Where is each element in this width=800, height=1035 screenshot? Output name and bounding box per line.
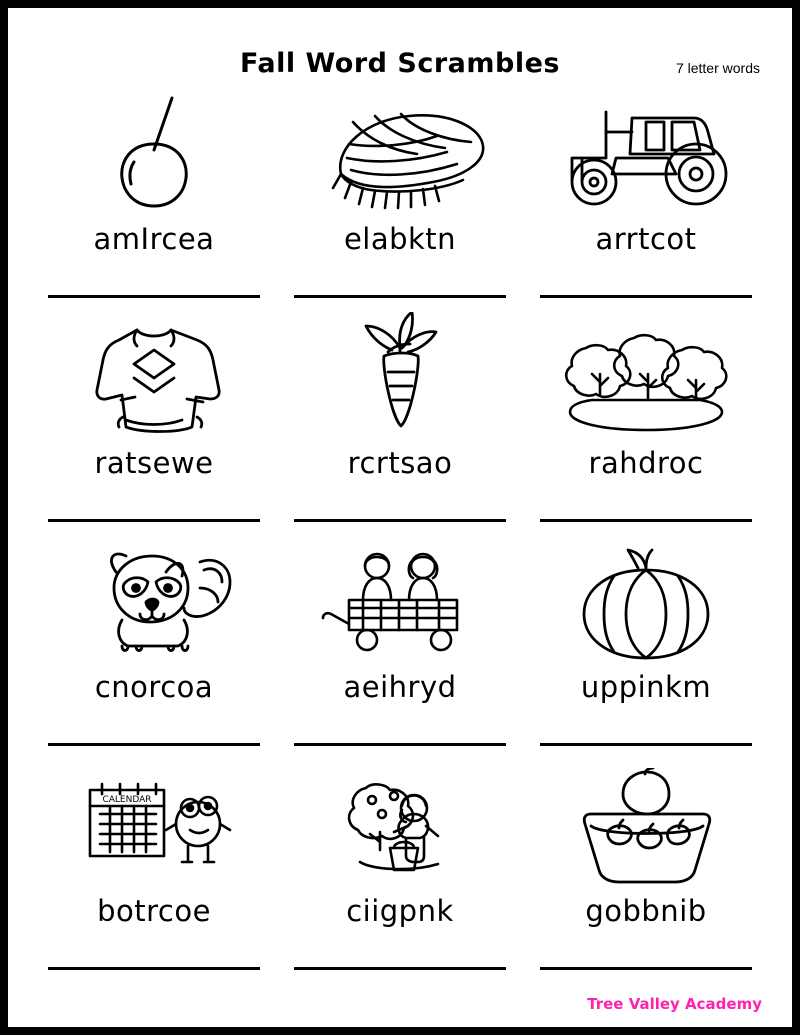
- answer-line[interactable]: [540, 743, 752, 746]
- scramble-word: rcrtsao: [347, 446, 453, 480]
- scramble-word: cnorcoa: [94, 670, 214, 704]
- scramble-word: ciigpnk: [346, 894, 454, 928]
- answer-line[interactable]: [294, 967, 506, 970]
- blanket-icon: [282, 88, 518, 216]
- puzzle-cell: [282, 536, 518, 760]
- worksheet-header: [8, 8, 792, 86]
- answer-line[interactable]: [294, 295, 506, 298]
- scramble-word: gobbnib: [585, 894, 707, 928]
- page-subtitle: 7 letter words: [675, 60, 760, 76]
- apple-picking-icon: [282, 760, 518, 888]
- puzzle-cell: [282, 312, 518, 536]
- hayride-icon: [282, 536, 518, 664]
- puzzle-cell: [36, 88, 272, 312]
- calendar-icon: [36, 760, 272, 888]
- scramble-word: botrcoe: [97, 894, 211, 928]
- scramble-word: rahdroc: [588, 446, 704, 480]
- page-title: Fall Word Scrambles: [240, 48, 560, 79]
- answer-line[interactable]: [48, 519, 260, 522]
- carrots-icon: [282, 312, 518, 440]
- tractor-icon: [528, 88, 764, 216]
- answer-line[interactable]: [540, 295, 752, 298]
- candy-apple-icon: [36, 88, 272, 216]
- scramble-word: amIrcea: [93, 222, 215, 256]
- puzzle-cell: [528, 536, 764, 760]
- answer-line[interactable]: [540, 519, 752, 522]
- answer-line[interactable]: [48, 743, 260, 746]
- puzzle-cell: [36, 536, 272, 760]
- pumpkin-icon: [528, 536, 764, 664]
- scramble-word: ratsewe: [94, 446, 214, 480]
- sweater-icon: [36, 312, 272, 440]
- bobbing-apples-icon: [528, 760, 764, 888]
- brand-footer: Tree Valley Academy: [587, 995, 762, 1013]
- svg-text:CALENDAR: CALENDAR: [102, 795, 152, 805]
- puzzle-cell: [528, 760, 764, 984]
- answer-line[interactable]: [294, 743, 506, 746]
- orchard-icon: [528, 312, 764, 440]
- answer-line[interactable]: [540, 967, 752, 970]
- puzzle-cell: [36, 760, 272, 984]
- puzzle-grid: [36, 88, 764, 984]
- answer-line[interactable]: [48, 295, 260, 298]
- puzzle-cell: [528, 88, 764, 312]
- puzzle-cell: [282, 760, 518, 984]
- scramble-word: arrtcot: [595, 222, 697, 256]
- raccoon-icon: [36, 536, 272, 664]
- scramble-word: elabktn: [343, 222, 457, 256]
- puzzle-cell: [36, 312, 272, 536]
- worksheet-page: [8, 8, 792, 1027]
- answer-line[interactable]: [48, 967, 260, 970]
- answer-line[interactable]: [294, 519, 506, 522]
- puzzle-cell: [282, 88, 518, 312]
- scramble-word: uppinkm: [580, 670, 712, 704]
- scramble-word: aeihryd: [343, 670, 457, 704]
- puzzle-cell: [528, 312, 764, 536]
